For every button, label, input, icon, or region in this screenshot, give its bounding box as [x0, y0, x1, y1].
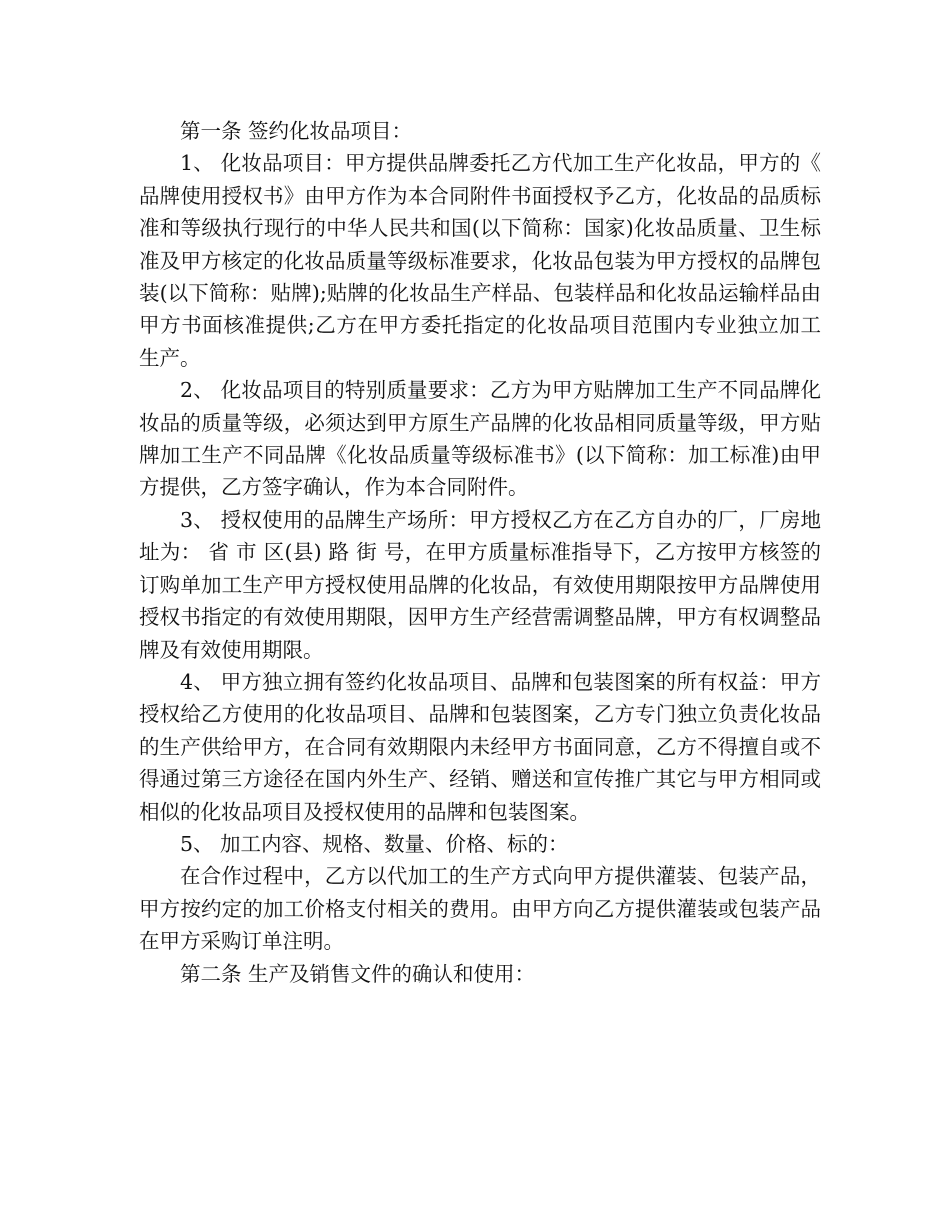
- article-2-heading: 第二条 生产及销售文件的确认和使用：: [180, 961, 536, 986]
- clause-3-production-site: 3、 授权使用的品牌生产场所：甲方授权乙方在乙方自办的厂，厂房地址为： 省 市 区(县) 路 街 号，在甲方质量标准指导下，乙方按甲方核签的订购单加工生产甲方授权使用品牌的化妆品，有效使用期限按甲方品牌使用授权书指定的有效使用期限，因甲方生产经营需调整品牌，甲方有权调整品牌及有效使用期限。: [139, 507, 821, 662]
- document-body: [139, 115, 821, 990]
- clause-4-ownership-rights: 4、 甲方独立拥有签约化妆品项目、品牌和包装图案的所有权益：甲方授权给乙方使用的化妆品项目、品牌和包装图案，乙方专门独立负责化妆品的生产供给甲方，在合同有效期限内未经甲方书面同意，乙方不得擅自或不得通过第三方途径在国内外生产、经销、赠送和宣传推广其它与甲方相同或相似的化妆品项目及授权使用的品牌和包装图案。: [139, 669, 821, 824]
- clause-5-processing-content: 5、 加工内容、规格、数量、价格、标的：: [180, 831, 569, 856]
- cooperation-paragraph: 在合作过程中，乙方以代加工的生产方式向甲方提供灌装、包装产品，甲方按约定的加工价格支付相关的费用。由甲方向乙方提供灌装或包装产品在甲方采购订单注明。: [139, 864, 821, 954]
- clause-2-quality-requirements: 2、 化妆品项目的特别质量要求：乙方为甲方贴牌加工生产不同品牌化妆品的质量等级，必须达到甲方原生产品牌的化妆品相同质量等级，甲方贴牌加工生产不同品牌《化妆品质量等级标准书》(以下简称：加工标准)由甲方提供，乙方签字确认，作为本合同附件。: [139, 378, 821, 500]
- clause-1-cosmetics-project: 1、 化妆品项目：甲方提供品牌委托乙方代加工生产化妆品，甲方的《品牌使用授权书》由甲方作为本合同附件书面授权予乙方，化妆品的品质标准和等级执行现行的中华人民共和国(以下简称：国家)化妆品质量、卫生标准及甲方核定的化妆品质量等级标准要求，化妆品包装为甲方授权的品牌包装(以下简称：贴牌);贴牌的化妆品生产样品、包装样品和化妆品运输样品由甲方书面核准提供;乙方在甲方委托指定的化妆品项目范围内专业独立加工生产。: [139, 151, 821, 370]
- article-1-heading: 第一条 签约化妆品项目：: [180, 119, 413, 143]
